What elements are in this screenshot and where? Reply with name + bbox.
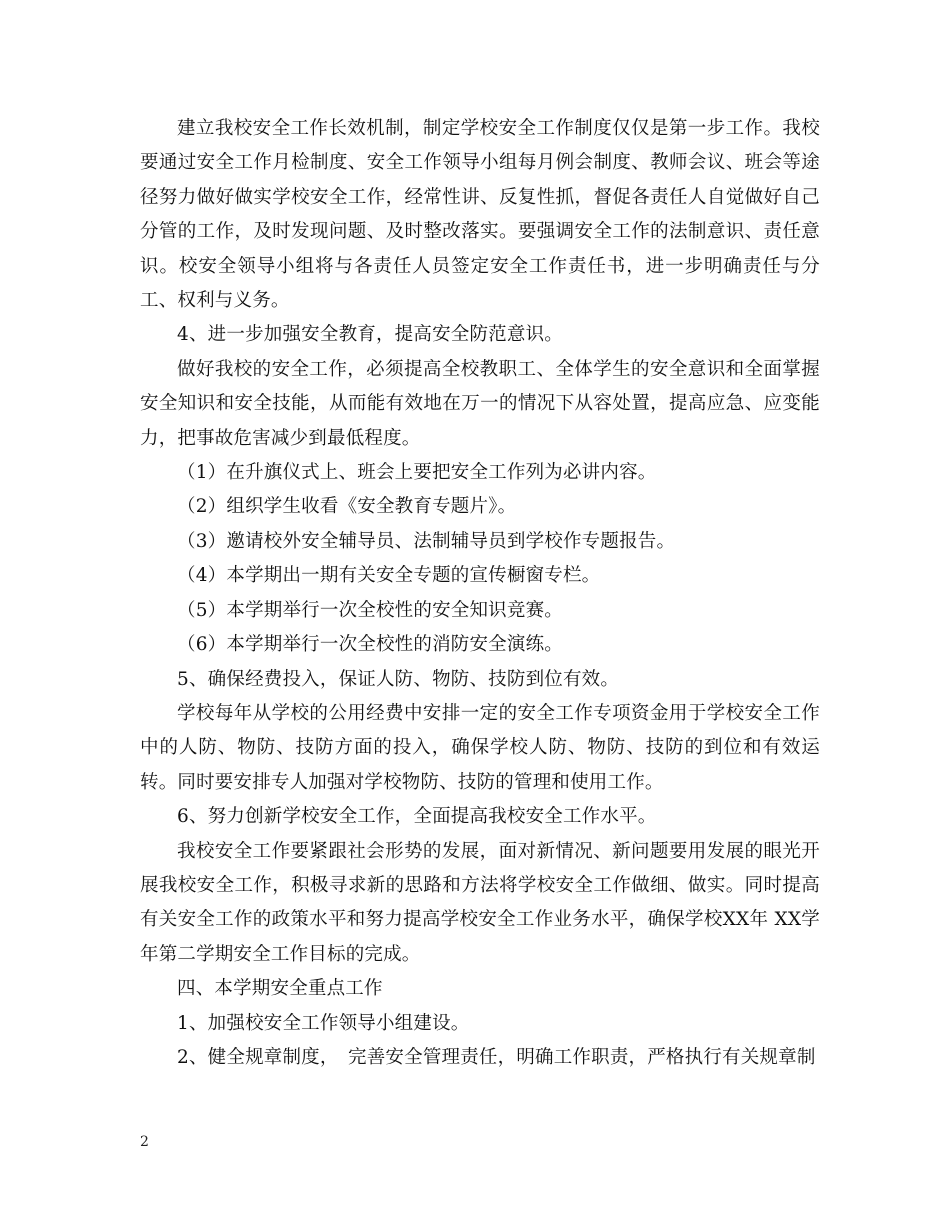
paragraph-long-term-mechanism: 建立我校安全工作长效机制，制定学校安全工作制度仅仅是第一步工作。我校要通过安全工作月检制度、安全工作领导小组每月例会制度、教师会议、班会等途径努力做好做实学校安全工作，经常性讲、反复性抓，督促各责任人自觉做好自己分管的工作，及时发现问题、及时整改落实。要强调安全工作的法制意识、责任意识。校安全领导小组将与各责任人员签定安全工作责任书，进一步明确责任与分工、权利与义务。: [140, 118, 820, 312]
heading-safety-education: 4、进一步加强安全教育，提高安全防范意识。: [177, 324, 563, 346]
list-item-flag-ceremony: （1）在升旗仪式上、班会上要把安全工作列为必讲内容。: [177, 462, 657, 484]
document-body: [140, 112, 820, 1075]
list-item-fire-drill: （6）本学期举行一次全校性的消防安全演练。: [177, 634, 563, 656]
section-heading-key-work: 四、本学期安全重点工作: [177, 978, 383, 1000]
key-work-item-1: 1、加强校安全工作领导小组建设。: [177, 1012, 470, 1034]
paragraph-innovation: 我校安全工作要紧跟社会形势的发展，面对新情况、新问题要用发展的眼光开展我校安全工作，积极寻求新的思路和方法将学校安全工作做细、做实。同时提高有关安全工作的政策水平和努力提高学校安全工作业务水平，确保学校XX年 XX学年第二学期安全工作目标的完成。: [140, 840, 820, 965]
key-work-item-2: 2、健全规章制度， 完善安全管理责任，明确工作职责，严格执行有关规章制: [177, 1046, 816, 1068]
heading-innovation: 6、努力创新学校安全工作，全面提高我校安全工作水平。: [177, 806, 657, 828]
paragraph-safety-awareness: 做好我校的安全工作，必须提高全校教职工、全体学生的安全意识和全面掌握安全知识和安全技能，从而能有效地在万一的情况下从容处置，提高应急、应变能力，把事故危害减少到最低程度。: [140, 358, 820, 449]
list-item-contest: （5）本学期举行一次全校性的安全知识竞赛。: [177, 599, 563, 621]
page-number: 2: [140, 1134, 149, 1150]
heading-funding: 5、确保经费投入，保证人防、物防、技防到位有效。: [177, 668, 620, 690]
list-item-bulletin: （4）本学期出一期有关安全专题的宣传橱窗专栏。: [177, 565, 601, 587]
paragraph-funding: 学校每年从学校的公用经费中安排一定的安全工作专项资金用于学校安全工作中的人防、物防、技防方面的投入，确保学校人防、物防、技防的到位和有效运转。同时要安排专人加强对学校物防、技防的管理和使用工作。: [140, 702, 820, 793]
list-item-report: （3）邀请校外安全辅导员、法制辅导员到学校作专题报告。: [177, 530, 676, 552]
list-item-video: （2）组织学生收看《安全教育专题片》。: [177, 496, 517, 518]
